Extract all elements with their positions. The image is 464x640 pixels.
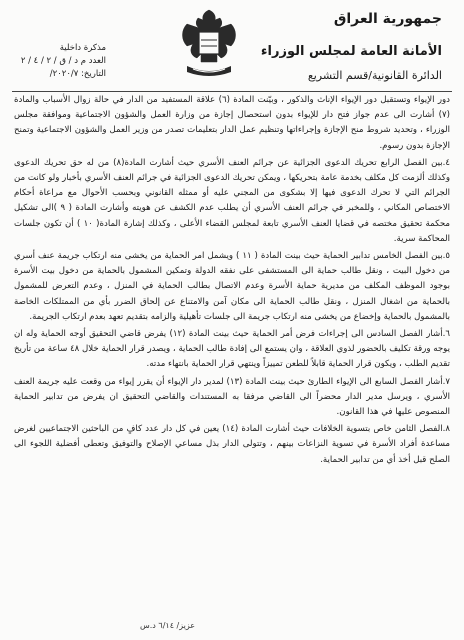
memo-date: التاريخ: ٢٠٢٠/٧/ [49, 69, 106, 79]
footer-note: عزيز/ ٦/١٤ د.س [140, 621, 196, 630]
memo-type: مذكرة داخلية [59, 43, 106, 53]
paragraph: ٤.بين الفصل الرابع تحريك الدعوى الجزائية عن جرائم العنف الأسري حيث أشارت المادة(٨) من له حق تحريك الدعوى وكذلك ألزمت كل مكلف بخدمة عامة بتحريكها ، ويمكن تحريك الدعوى الجزائية في جرائم العنف الأسري بأخبار ولو كانت من الجرائم التي لا تحرك الدعوى فيها إلا بشكوى من المجني عليه أو ممثله القانوني وبحسب الأحوال مع مراعاة أحكام الاختصاص المكاني ، وللمخبر في جرائم العنف الأسري أن يطلب عدم الكشف عن هويته وأشارت المادة ( ٩ )الى تشكيل محكمة تحقيق مختصه في قضايا العنف الأسري تابعة لمجلس القضاء الأعلى ، وكذلك إشارة المادة( ١٠ ) أن تكون جلسات المحاكمة سرية. [14, 157, 451, 244]
department-name: الدائرة القانونية/قسم التشريع [307, 69, 442, 82]
header-divider [12, 91, 452, 92]
paragraph: ٧.أشار الفصل السابع الى الإيواء الطارئ حيث بينت المادة (١٣) لمدير دار الإيواء أن يقرر إيواء من وقعت عليه جريمة العنف الأسري ، ويرسل مدير الدار محضراً الى القاضي مرفقا به المستندات والقاضي التحقيق ان يفرض من تدابير الحماية المنصوص عليها في هذا القانون. [14, 376, 450, 418]
paragraph: دور الإيواء وتستقبل دور الإيواء الإناث والذكور ، وبيّنت المادة (٦) علاقة المستفيد من الدار في حالة زوال الأسباب والمادة (٧) أشارت الى عدم جواز فتح دار للإيواء بدون استحصال إجازة من وزارة العمل والشؤون الاجتماعية وموافقة مجلس الوزراء ، وتحديد شروط منح الإجازة وإجراءاتها وتنظيم عمل الدار بتعليمات تصدر من وزير العمل والشؤون الاجتماعية وتمنح الإجازة بدون رسوم. [14, 95, 450, 151]
paragraph: ٥.بين الفصل الخامس تدابير الحماية حيث بينت المادة ( ١١ ) ويشمل امر الحماية من يخشى منه ارتكاب جريمة عنف أسري من دخول البيت ، ونقل طالب حماية الى المستشفى على نفقه الدولة وتمكين المشمول بالحماية من دخول بيت الأسرة بوجود الموظف المكلف من مديرية حماية الأسرة وعدم الاتصال بطالب الحماية في المنزل ، وعدم التعرض للمشمول بالحماية من اشغال المنزل ، ونقل طالب الحماية الى مكان آمن والامتناع عن إلحاق الضرر بأي من الممتلكات الخاصة بالمشمول بالحماية وإخضاع من يخشى منه ارتكاب جريمة الى جلسات تأهيلية والزامه بتقديم تعهد بعدم ارتكاب الجريمة. [14, 251, 450, 322]
memo-info [16, 42, 106, 81]
paragraph: ٨.الفصل الثامن خاص بتسوية الخلافات حيث أشارت المادة (١٤) يعين في كل دار عدد كافٍ من الباحثين الاجتماعيين لغرض مساعدة أفراد الأسرة في تسوية النزاعات بينهم ، وتتولى الدار بذل مساعي الإصلاح والتوفيق وتعطى أفضلية اللجوء الى الصلح قبل أخذ أي من تدابير الحماية. [14, 424, 450, 465]
iraq-coat-of-arms-icon [173, 6, 245, 80]
paragraph: ٦.أشار الفصل السادس الى إجراءات فرض أمر الحماية حيث بينت المادة (١٢) يفرض قاضي التحقيق أوجه الحماية وله ان يوجه ورقة تكليف بالحضور لذوي العلاقة ، وان يستمع الى إفادة طالب الحماية ، ويصدر قرار الحماية خلال ٤٨ ساعة من تأريخ تقديم الطلب ، ويكون قرار الحماية قابلاً للطعن تمييزاً وينتهي قرار الحماية بانتهاء مدته. [14, 329, 450, 370]
country-name: جمهورية العراق [333, 11, 442, 27]
memo-body [14, 93, 450, 468]
reference-number: العدد م د / ق / ٢ / ٤ / ٢ [20, 56, 106, 66]
letterhead-right [252, 10, 442, 84]
authority-name: الأمانة العامة لمجلس الوزراء [260, 44, 442, 59]
